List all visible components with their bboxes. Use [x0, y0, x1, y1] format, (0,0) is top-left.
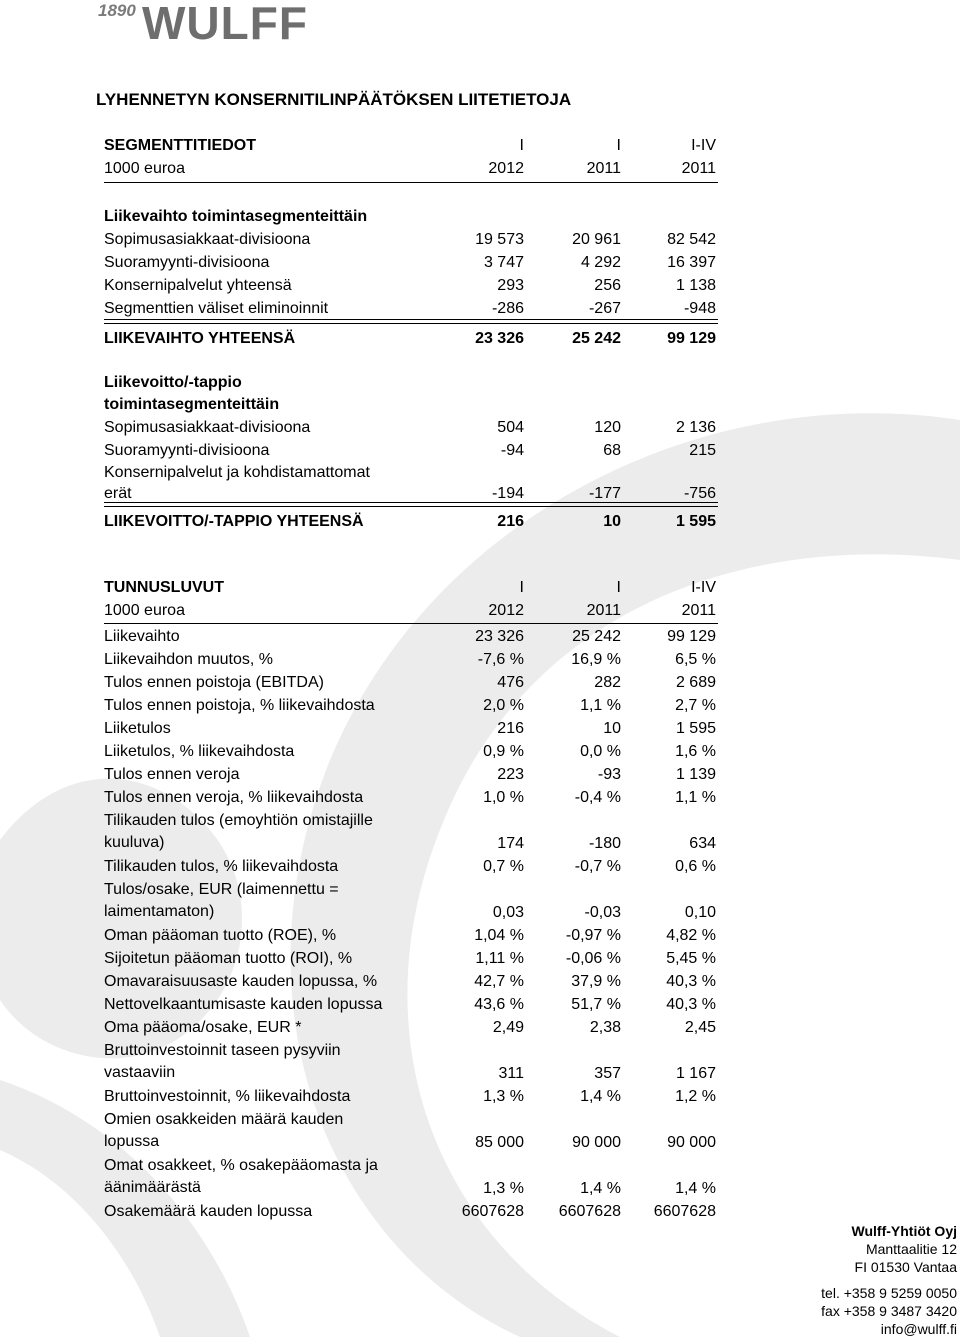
value-cell: 25 242: [572, 628, 621, 645]
value-cell: 85 000: [475, 1134, 524, 1151]
value-cell: 223: [497, 766, 524, 783]
value-cell: 1,2 %: [675, 1088, 716, 1105]
table-row: [104, 1085, 718, 1108]
value-cell: -0,4 %: [574, 789, 621, 806]
value-cell: 476: [497, 674, 524, 691]
value-cell: 2,0 %: [483, 697, 524, 714]
row-label: Omien osakkeiden määrä kauden: [104, 1111, 344, 1128]
row-label: Liiketulos, % liikevaihdosta: [104, 743, 295, 760]
value-cell: 1,4 %: [580, 1088, 621, 1105]
value-cell: 216: [497, 720, 524, 737]
value-cell: -7,6 %: [477, 651, 524, 668]
row-label: Tulos ennen poistoja, % liikevaihdosta: [104, 697, 375, 714]
row-label: Omat osakkeet, % osakepääomasta ja: [104, 1157, 378, 1174]
company-address: [852, 1222, 958, 1276]
table-row: [104, 625, 718, 648]
value-cell: 282: [594, 674, 621, 691]
segment-table: [104, 134, 718, 180]
value-cell: 99 129: [667, 628, 716, 645]
value-cell: 6607628: [653, 1203, 716, 1220]
revenue-heading-row: [104, 205, 718, 228]
value-cell: 2 689: [675, 674, 716, 691]
value-cell: 1,4 %: [675, 1180, 716, 1197]
value-cell: 2,7 %: [675, 697, 716, 714]
year-col-2: 2011: [586, 160, 621, 177]
row-label: Oman pääoman tuotto (ROE), %: [104, 927, 337, 944]
table-row: [104, 855, 718, 878]
value-cell: -0,03: [584, 904, 621, 921]
company-name: Wulff-Yhtiöt Oyj: [851, 1223, 957, 1239]
row-label: Bruttoinvestoinnit taseen pysyviin: [104, 1042, 341, 1059]
street-address: Manttaalitie 12: [865, 1241, 957, 1257]
value-cell: 0,7 %: [483, 858, 524, 875]
table-row: [104, 1154, 718, 1200]
value-cell: 10: [603, 720, 621, 737]
table-row: [104, 1016, 718, 1039]
row-label: Osakemäärä kauden lopussa: [104, 1203, 313, 1220]
year-col-3: 2011: [681, 160, 716, 177]
table-row: [104, 1108, 718, 1154]
company-contact: [821, 1284, 957, 1338]
value-cell: -180: [588, 835, 621, 852]
table-row: [104, 648, 718, 671]
row-label: Tilikauden tulos, % liikevaihdosta: [104, 858, 339, 875]
row-label-cont: vastaaviin: [104, 1064, 176, 1081]
logo-year: 1890: [98, 1, 136, 20]
value-cell: 0,0 %: [580, 743, 621, 760]
table-row: Sopimusasiakkaat-divisioona 19 573 20 961 82 542: [104, 231, 716, 248]
table-row: [104, 924, 718, 947]
ebit-heading-2: toimintasegmenteittäin: [104, 396, 280, 413]
year-col-1: 2012: [488, 160, 524, 177]
table-row: [104, 740, 718, 763]
value-cell: -0,06 %: [565, 950, 621, 967]
table-row: Suoramyynti-divisioona 3 747 4 292 16 397: [104, 254, 716, 271]
value-cell: 90 000: [572, 1134, 621, 1151]
value-cell: 40,3 %: [666, 973, 716, 990]
total-row: LIIKEVAIHTO YHTEENSÄ 23 326 25 242 99 129: [104, 330, 716, 347]
kpi-title: TUNNUSLUVUT: [104, 579, 224, 596]
value-cell: 6,5 %: [675, 651, 716, 668]
value-cell: 1,4 %: [580, 1180, 621, 1197]
value-cell: 6607628: [558, 1203, 621, 1220]
table-row: [104, 763, 718, 786]
value-cell: 90 000: [667, 1134, 716, 1151]
table-row: [104, 671, 718, 694]
wulff-logo: [96, 0, 366, 49]
table-row: Konsernipalvelut yhteensä 293 256 1 138: [104, 277, 716, 294]
value-cell: 0,6 %: [675, 858, 716, 875]
row-label: Tulos/osake, EUR (laimennettu =: [104, 881, 339, 898]
row-label-cont: lopussa: [104, 1133, 160, 1150]
revenue-heading: Liikevaihto toimintasegmenteittäin: [104, 208, 368, 225]
value-cell: 51,7 %: [571, 996, 621, 1013]
table-row: [104, 878, 718, 924]
value-cell: 0,10: [684, 904, 716, 921]
table-row: Konsernipalvelut ja kohdistamattomat: [104, 464, 370, 481]
kpi-table: [104, 625, 718, 1223]
value-cell: 43,6 %: [474, 996, 524, 1013]
row-label: Liiketulos: [104, 720, 171, 737]
row-label: Oma pääoma/osake, EUR *: [104, 1019, 302, 1036]
value-cell: 5,45 %: [666, 950, 716, 967]
row-label: Tilikauden tulos (emoyhtiön omistajille: [104, 812, 373, 829]
table-row: Suoramyynti-divisioona -94 68 215: [104, 442, 716, 459]
value-cell: 1,04 %: [474, 927, 524, 944]
table-row: [104, 970, 718, 993]
header-rule: [104, 182, 718, 183]
row-label: Tulos ennen veroja: [104, 766, 240, 783]
value-cell: 357: [594, 1065, 621, 1082]
ebit-section: [104, 372, 718, 504]
ebit-heading-1: Liikevoitto/-tappio: [104, 374, 242, 391]
kpi-header: [104, 576, 718, 622]
ebit-heading-row-2: [104, 394, 718, 416]
row-label-cont: laimentamaton): [104, 903, 215, 920]
table-row: Segmenttien väliset eliminoinnit -286 -267 -948: [104, 300, 716, 317]
row-label: Bruttoinvestoinnit, % liikevaihdosta: [104, 1088, 351, 1105]
table-row: [104, 947, 718, 970]
table-row: [104, 717, 718, 740]
value-cell: 1 167: [675, 1065, 716, 1082]
value-cell: 2,49: [492, 1019, 524, 1036]
row-label: Nettovelkaantumisaste kauden lopussa: [104, 996, 383, 1013]
kpi-header-row: TUNNUSLUVUT I I I-IV: [104, 576, 718, 599]
value-cell: 1,1 %: [675, 789, 716, 806]
segment-title: SEGMENTTITIEDOT: [104, 137, 256, 154]
value-cell: 4,82 %: [666, 927, 716, 944]
value-cell: 1 595: [675, 720, 716, 737]
table-row: erät -194 -177 -756: [104, 485, 716, 502]
value-cell: 1,11 %: [475, 950, 524, 967]
document-title: LYHENNETYN KONSERNITILINPÄÄTÖKSEN LIITETIETOJA: [96, 90, 572, 109]
value-cell: 2,38: [589, 1019, 621, 1036]
phone-number: tel. +358 9 5259 0050: [821, 1285, 957, 1301]
period-col-2: I: [616, 137, 621, 154]
value-cell: 0,9 %: [483, 743, 524, 760]
row-label-cont: äänimäärästä: [104, 1179, 201, 1196]
revenue-total: [104, 327, 718, 350]
total-double-rule: [104, 319, 718, 324]
value-cell: 16,9 %: [571, 651, 621, 668]
value-cell: 1,1 %: [580, 697, 621, 714]
row-label-cont: kuuluva): [104, 834, 165, 851]
kpi-unit-row: 1000 euroa 2012 2011 2011: [104, 602, 716, 619]
value-cell: -0,7 %: [574, 858, 621, 875]
unit-label: 1000 euroa: [104, 160, 185, 177]
row-label: Tulos ennen poistoja (EBITDA): [104, 674, 324, 691]
period-col-3: I-IV: [691, 137, 716, 154]
row-label: Omavaraisuusaste kauden lopussa, %: [104, 973, 378, 990]
total-row: LIIKEVOITTO/-TAPPIO YHTEENSÄ 216 10 1 595: [104, 513, 716, 530]
city-address: FI 01530 Vantaa: [854, 1259, 957, 1275]
table-row: Sopimusasiakkaat-divisioona 504 120 2 136: [104, 419, 716, 436]
segment-unit-row: [104, 157, 718, 180]
value-cell: 37,9 %: [571, 973, 621, 990]
value-cell: 0,03: [492, 904, 524, 921]
header-rule: [104, 623, 718, 624]
ebit-total: [104, 510, 718, 533]
value-cell: 42,7 %: [474, 973, 524, 990]
value-cell: 2,45: [684, 1019, 716, 1036]
revenue-section: [104, 205, 718, 320]
value-cell: 23 326: [475, 628, 524, 645]
row-label: Liikevaihto: [104, 628, 180, 645]
value-cell: 1,3 %: [483, 1088, 524, 1105]
logo-wordmark: WULFF: [142, 0, 308, 49]
row-label: Liikevaihdon muutos, %: [104, 651, 273, 668]
value-cell: 6607628: [461, 1203, 524, 1220]
table-row: [104, 993, 718, 1016]
table-row: [104, 786, 718, 809]
value-cell: 1,6 %: [675, 743, 716, 760]
value-cell: 634: [689, 835, 716, 852]
fax-number: fax +358 9 3487 3420: [821, 1303, 957, 1319]
total-double-rule: [104, 502, 718, 507]
value-cell: 1 139: [675, 766, 716, 783]
table-row: [104, 809, 718, 855]
value-cell: 1,0 %: [483, 789, 524, 806]
row-label: Tulos ennen veroja, % liikevaihdosta: [104, 789, 364, 806]
value-cell: 174: [497, 835, 524, 852]
table-row: [104, 694, 718, 717]
value-cell: 40,3 %: [666, 996, 716, 1013]
ebit-heading-row: [104, 372, 718, 394]
email-address[interactable]: info@wulff.fi: [880, 1321, 957, 1337]
segment-header-row: [104, 134, 718, 157]
table-row: [104, 1200, 718, 1223]
period-col-1: I: [519, 137, 524, 154]
table-row: [104, 1039, 718, 1085]
value-cell: -0,97 %: [565, 927, 621, 944]
value-cell: -93: [597, 766, 621, 783]
row-label: Sijoitetun pääoman tuotto (ROI), %: [104, 950, 353, 967]
value-cell: 1,3 %: [483, 1180, 524, 1197]
value-cell: 311: [498, 1065, 524, 1082]
